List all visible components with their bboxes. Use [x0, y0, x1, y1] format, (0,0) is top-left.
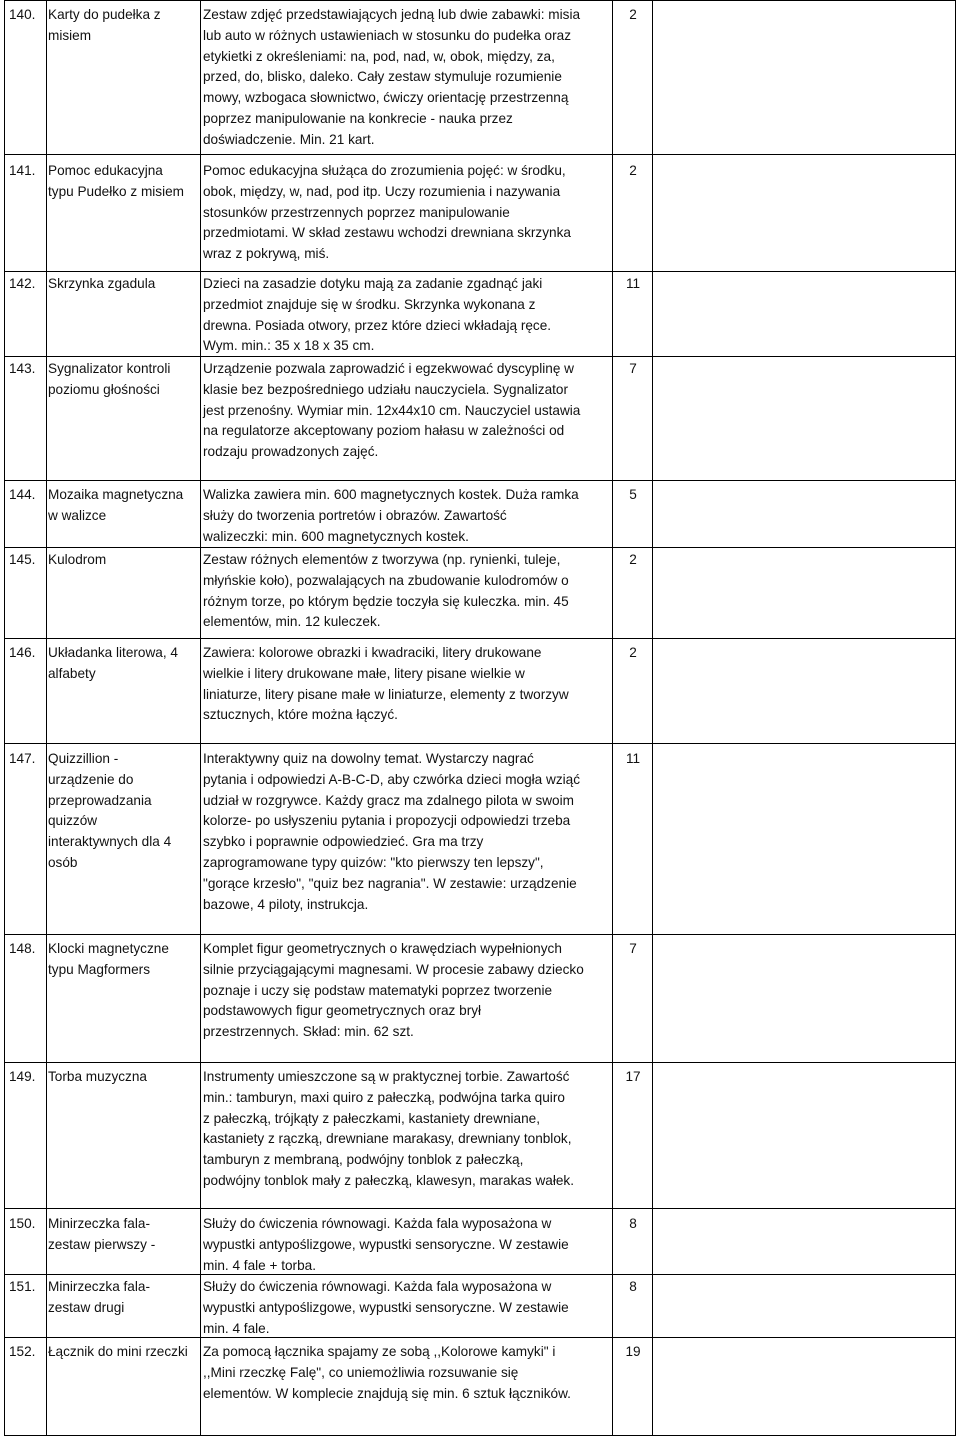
- item-description: [203, 485, 607, 547]
- item-number: 148.: [9, 941, 36, 956]
- description-line: mowy, wzbogaca słownictwo, ćwiczy orientację przestrzenną: [203, 90, 569, 106]
- item-number: 152.: [9, 1344, 36, 1359]
- description-line: poznaje i uczy się podstaw matematyki poprzez tworzenie: [203, 982, 553, 998]
- item-description: [203, 274, 607, 357]
- item-number: 140.: [9, 7, 36, 22]
- item-name-line: zestaw drugi: [48, 1299, 125, 1315]
- item-description: [203, 643, 607, 726]
- description-line: Zestaw zdjęć przedstawiających jedną lub dwie zabawki: misia: [203, 7, 581, 22]
- item-name: [48, 1277, 198, 1319]
- item-name: [48, 1067, 198, 1088]
- item-name: [48, 5, 198, 47]
- description-line: walizeczki: min. 600 magnetycznych kostek.: [203, 528, 469, 544]
- description-line: Interaktywny quiz na dowolny temat. Wystarczy nagrać: [203, 751, 534, 766]
- item-name: [48, 749, 198, 874]
- description-line: Zawiera: kolorowe obrazki i kwadraciki, litery drukowane: [203, 645, 542, 660]
- description-line: podstawowych figur geometrycznych oraz brył: [203, 1003, 482, 1019]
- item-name: [48, 1342, 198, 1363]
- item-name-line: Karty do pudełka z: [48, 7, 161, 22]
- item-name-line: Klocki magnetyczne: [48, 941, 169, 956]
- item-name-line: Torba muzyczna: [48, 1069, 147, 1084]
- row-divider: [5, 638, 955, 639]
- item-name: [48, 550, 198, 571]
- row-divider: [5, 934, 955, 935]
- description-line: wypustki antypoślizgowe, wypustki sensoryczne. W zestawie: [203, 1299, 569, 1315]
- item-number: 141.: [9, 163, 36, 178]
- description-line: rodzaju prowadzonych zajęć.: [203, 444, 379, 460]
- description-line: drewna. Posiada otwory, przez które dzieci wkładają ręce.: [203, 317, 552, 333]
- item-quantity: 2: [629, 645, 637, 660]
- item-quantity: 19: [625, 1344, 641, 1359]
- item-name-line: Minirzeczka fala-: [48, 1279, 150, 1294]
- description-line: Za pomocą łącznika spajamy ze sobą ,,Kolorowe kamyki" i: [203, 1344, 556, 1359]
- description-line: elementów, min. 12 kuleczek.: [203, 614, 381, 630]
- description-line: sztucznych, które można łączyć.: [203, 707, 398, 723]
- item-quantity: 2: [629, 163, 637, 178]
- description-line: przedmiotami. W skład zestawu wchodzi drewniana skrzynka: [203, 225, 571, 241]
- item-quantity: 2: [629, 7, 637, 22]
- item-name-line: typu Pudełko z misiem: [48, 183, 184, 199]
- description-line: etykietki z określeniami: na, pod, nad, w, obok, między, za,: [203, 48, 555, 64]
- item-number: 149.: [9, 1069, 36, 1084]
- description-line: różnym torze, po którym będzie toczyła się kuleczka. min. 45: [203, 593, 569, 609]
- description-line: Pomoc edukacyjna służąca do zrozumienia pojęć: w środku,: [203, 163, 566, 178]
- description-line: pytania i odpowiedzi A-B-C-D, aby czwórka dzieci mogła wziąć: [203, 771, 581, 787]
- item-name-line: poziomu głośności: [48, 381, 160, 397]
- item-number: 150.: [9, 1216, 36, 1231]
- description-line: Urządzenie pozwala zaprowadzić i egzekwować dyscyplinę w: [203, 361, 574, 376]
- item-quantity: 11: [625, 751, 641, 766]
- description-line: Wym. min.: 35 x 18 x 35 cm.: [203, 338, 375, 354]
- item-name: [48, 939, 198, 981]
- column-divider: [612, 1, 613, 1435]
- item-quantity: 17: [625, 1069, 641, 1084]
- column-divider: [200, 1, 201, 1435]
- item-description: [203, 1214, 607, 1276]
- description-line: przed, do, blisko, daleko. Cały zestaw stymuluje rozumienie: [203, 69, 562, 85]
- item-name-line: Kulodrom: [48, 552, 107, 567]
- row-divider: [5, 271, 955, 272]
- item-name-line: quizzów: [48, 813, 98, 829]
- item-number: 147.: [9, 751, 36, 766]
- description-line: min.: tamburyn, maxi quiro z pałeczką, podwójna tarka quiro: [203, 1089, 565, 1105]
- description-line: min. 4 fale + torba.: [203, 1257, 316, 1273]
- item-number: 143.: [9, 361, 36, 376]
- description-line: udział w rozgrywce. Każdy gracz ma zdalnego pilota w swoim: [203, 792, 574, 808]
- description-line: wielkie i litery drukowane małe, litery pisane wielkie w: [203, 665, 525, 681]
- row-divider: [5, 154, 955, 155]
- item-description: [203, 1067, 607, 1192]
- description-line: podwójny tonblok mały z pałeczką, klawesyn, marakas wałek.: [203, 1172, 574, 1188]
- description-line: ,,Mini rzeczkę Falę", co uniemożliwia rozsuwanie się: [203, 1364, 519, 1380]
- description-line: "gorące krzesło", "quiz bez nagrania". W zestawie: urządzenie: [203, 875, 577, 891]
- description-line: klasie bez bezpośredniego udziału nauczyciela. Sygnalizator: [203, 381, 568, 397]
- item-name-line: urządzenie do: [48, 771, 134, 787]
- description-line: z pałeczką, trójkąty z pałeczkami, kastaniety drewniane,: [203, 1110, 540, 1126]
- item-name: [48, 359, 198, 401]
- item-number: 145.: [9, 552, 36, 567]
- item-name-line: Sygnalizator kontroli: [48, 361, 171, 376]
- description-line: tamburyn z membraną, podwójny tonblok z pałeczką,: [203, 1152, 524, 1168]
- description-line: Służy do ćwiczenia równowagi. Każda fala wyposażona w: [203, 1216, 552, 1231]
- description-line: wypustki antypoślizgowe, wypustki sensoryczne. W zestawie: [203, 1236, 569, 1252]
- description-line: Instrumenty umieszczone są w praktycznej torbie. Zawartość: [203, 1069, 570, 1084]
- item-name-line: zestaw pierwszy -: [48, 1236, 156, 1252]
- item-quantity: 7: [629, 941, 637, 956]
- description-line: Zestaw różnych elementów z tworzywa (np. rynienki, tuleje,: [203, 552, 561, 567]
- item-quantity: 8: [629, 1216, 637, 1231]
- item-name-line: Pomoc edukacyjna: [48, 163, 163, 178]
- item-name: [48, 485, 198, 527]
- description-line: młyńskie koło), pozwalających na zbudowanie kulodromów o: [203, 572, 569, 588]
- description-line: Służy do ćwiczenia równowagi. Każda fala wyposażona w: [203, 1279, 552, 1294]
- item-quantity: 7: [629, 361, 637, 376]
- item-name-line: Układanka literowa, 4: [48, 645, 178, 660]
- row-divider: [5, 743, 955, 744]
- item-quantity: 8: [629, 1279, 637, 1294]
- item-name-line: interaktywnych dla 4: [48, 834, 172, 850]
- description-line: Komplet figur geometrycznych o krawędziach wypełnionych: [203, 941, 562, 956]
- description-line: lub auto w różnych ustawieniach w stosunku do pudełka oraz: [203, 27, 572, 43]
- description-line: doświadczenie. Min. 21 kart.: [203, 131, 375, 147]
- item-description: [203, 359, 607, 463]
- item-name-line: Minirzeczka fala-: [48, 1216, 150, 1231]
- item-description: [203, 939, 607, 1043]
- item-quantity: 2: [629, 552, 637, 567]
- description-line: kastaniety z rączką, drewniane marakasy, drewniany tonblok,: [203, 1131, 572, 1147]
- item-name-line: Quizzillion -: [48, 751, 119, 766]
- item-number: 144.: [9, 487, 36, 502]
- description-line: obok, między, w, nad, pod itp. Uczy rozumienia i nazywania: [203, 183, 561, 199]
- item-description: [203, 5, 607, 151]
- item-description: [203, 1277, 607, 1339]
- description-line: jest przenośny. Wymiar min. 12x44x10 cm. Nauczyciel ustawia: [203, 402, 581, 418]
- description-line: min. 4 fale.: [203, 1320, 270, 1336]
- item-name-line: Skrzynka zgadula: [48, 276, 156, 291]
- description-line: na regulatorze akceptowany poziom hałasu w zależności od: [203, 423, 565, 439]
- description-line: silnie przyciągającymi magnesami. W procesie zabawy dziecko: [203, 961, 584, 977]
- item-quantity: 11: [625, 276, 641, 291]
- item-name-line: Łącznik do mini rzeczki: [48, 1344, 188, 1359]
- row-divider: [5, 1062, 955, 1063]
- item-description: [203, 161, 607, 265]
- description-line: służy do tworzenia portretów i obrazów. Zawartość: [203, 507, 507, 523]
- item-name: [48, 274, 198, 295]
- item-name-line: Mozaika magnetyczna: [48, 487, 184, 502]
- item-name: [48, 161, 198, 203]
- description-line: wraz z pokrywą, miś.: [203, 246, 330, 262]
- column-divider: [652, 1, 653, 1435]
- description-line: przestrzennych. Skład: min. 62 szt.: [203, 1024, 414, 1040]
- description-line: zaprogramowane typy quizów: "kto pierwszy ten lepszy",: [203, 854, 544, 870]
- description-line: kolorze- po usłyszeniu pytania i propozycji odpowiedzi trzeba: [203, 813, 571, 829]
- description-line: bazowe, 4 piloty, instrukcja.: [203, 896, 369, 912]
- item-number: 142.: [9, 276, 36, 291]
- item-name-line: osób: [48, 854, 78, 870]
- row-divider: [5, 480, 955, 481]
- item-number: 146.: [9, 645, 36, 660]
- description-line: Walizka zawiera min. 600 magnetycznych kostek. Duża ramka: [203, 487, 579, 502]
- item-number: 151.: [9, 1279, 36, 1294]
- document-page: [4, 0, 956, 1436]
- item-description: [203, 550, 607, 633]
- item-description: [203, 749, 607, 915]
- description-line: szybko i poprawnie odpowiedzieć. Gra ma trzy: [203, 834, 484, 850]
- description-line: poprzez manipulowanie na konkrecie - nauka przez: [203, 110, 513, 126]
- item-name-line: w walizce: [48, 507, 107, 523]
- item-name-line: alfabety: [48, 665, 96, 681]
- row-divider: [5, 1208, 955, 1209]
- item-description: [203, 1342, 607, 1404]
- description-line: przedmiot znajduje się w środku. Skrzynka wykonana z: [203, 296, 536, 312]
- description-line: stosunków przestrzennych poprzez manipulowanie: [203, 204, 510, 220]
- item-name-line: misiem: [48, 27, 92, 43]
- item-quantity: 5: [629, 487, 637, 502]
- description-line: elementów. W komplecie znajdują się min. 6 sztuk łączników.: [203, 1385, 571, 1401]
- item-name: [48, 643, 198, 685]
- item-name: [48, 1214, 198, 1256]
- description-line: Dzieci na zasadzie dotyku mają za zadanie zgadnąć jaki: [203, 276, 543, 291]
- item-name-line: przeprowadzania: [48, 792, 152, 808]
- description-line: liniaturze, litery pisane małe w liniaturze, elementy z tworzyw: [203, 686, 569, 702]
- item-name-line: typu Magformers: [48, 961, 150, 977]
- column-divider: [46, 1, 47, 1435]
